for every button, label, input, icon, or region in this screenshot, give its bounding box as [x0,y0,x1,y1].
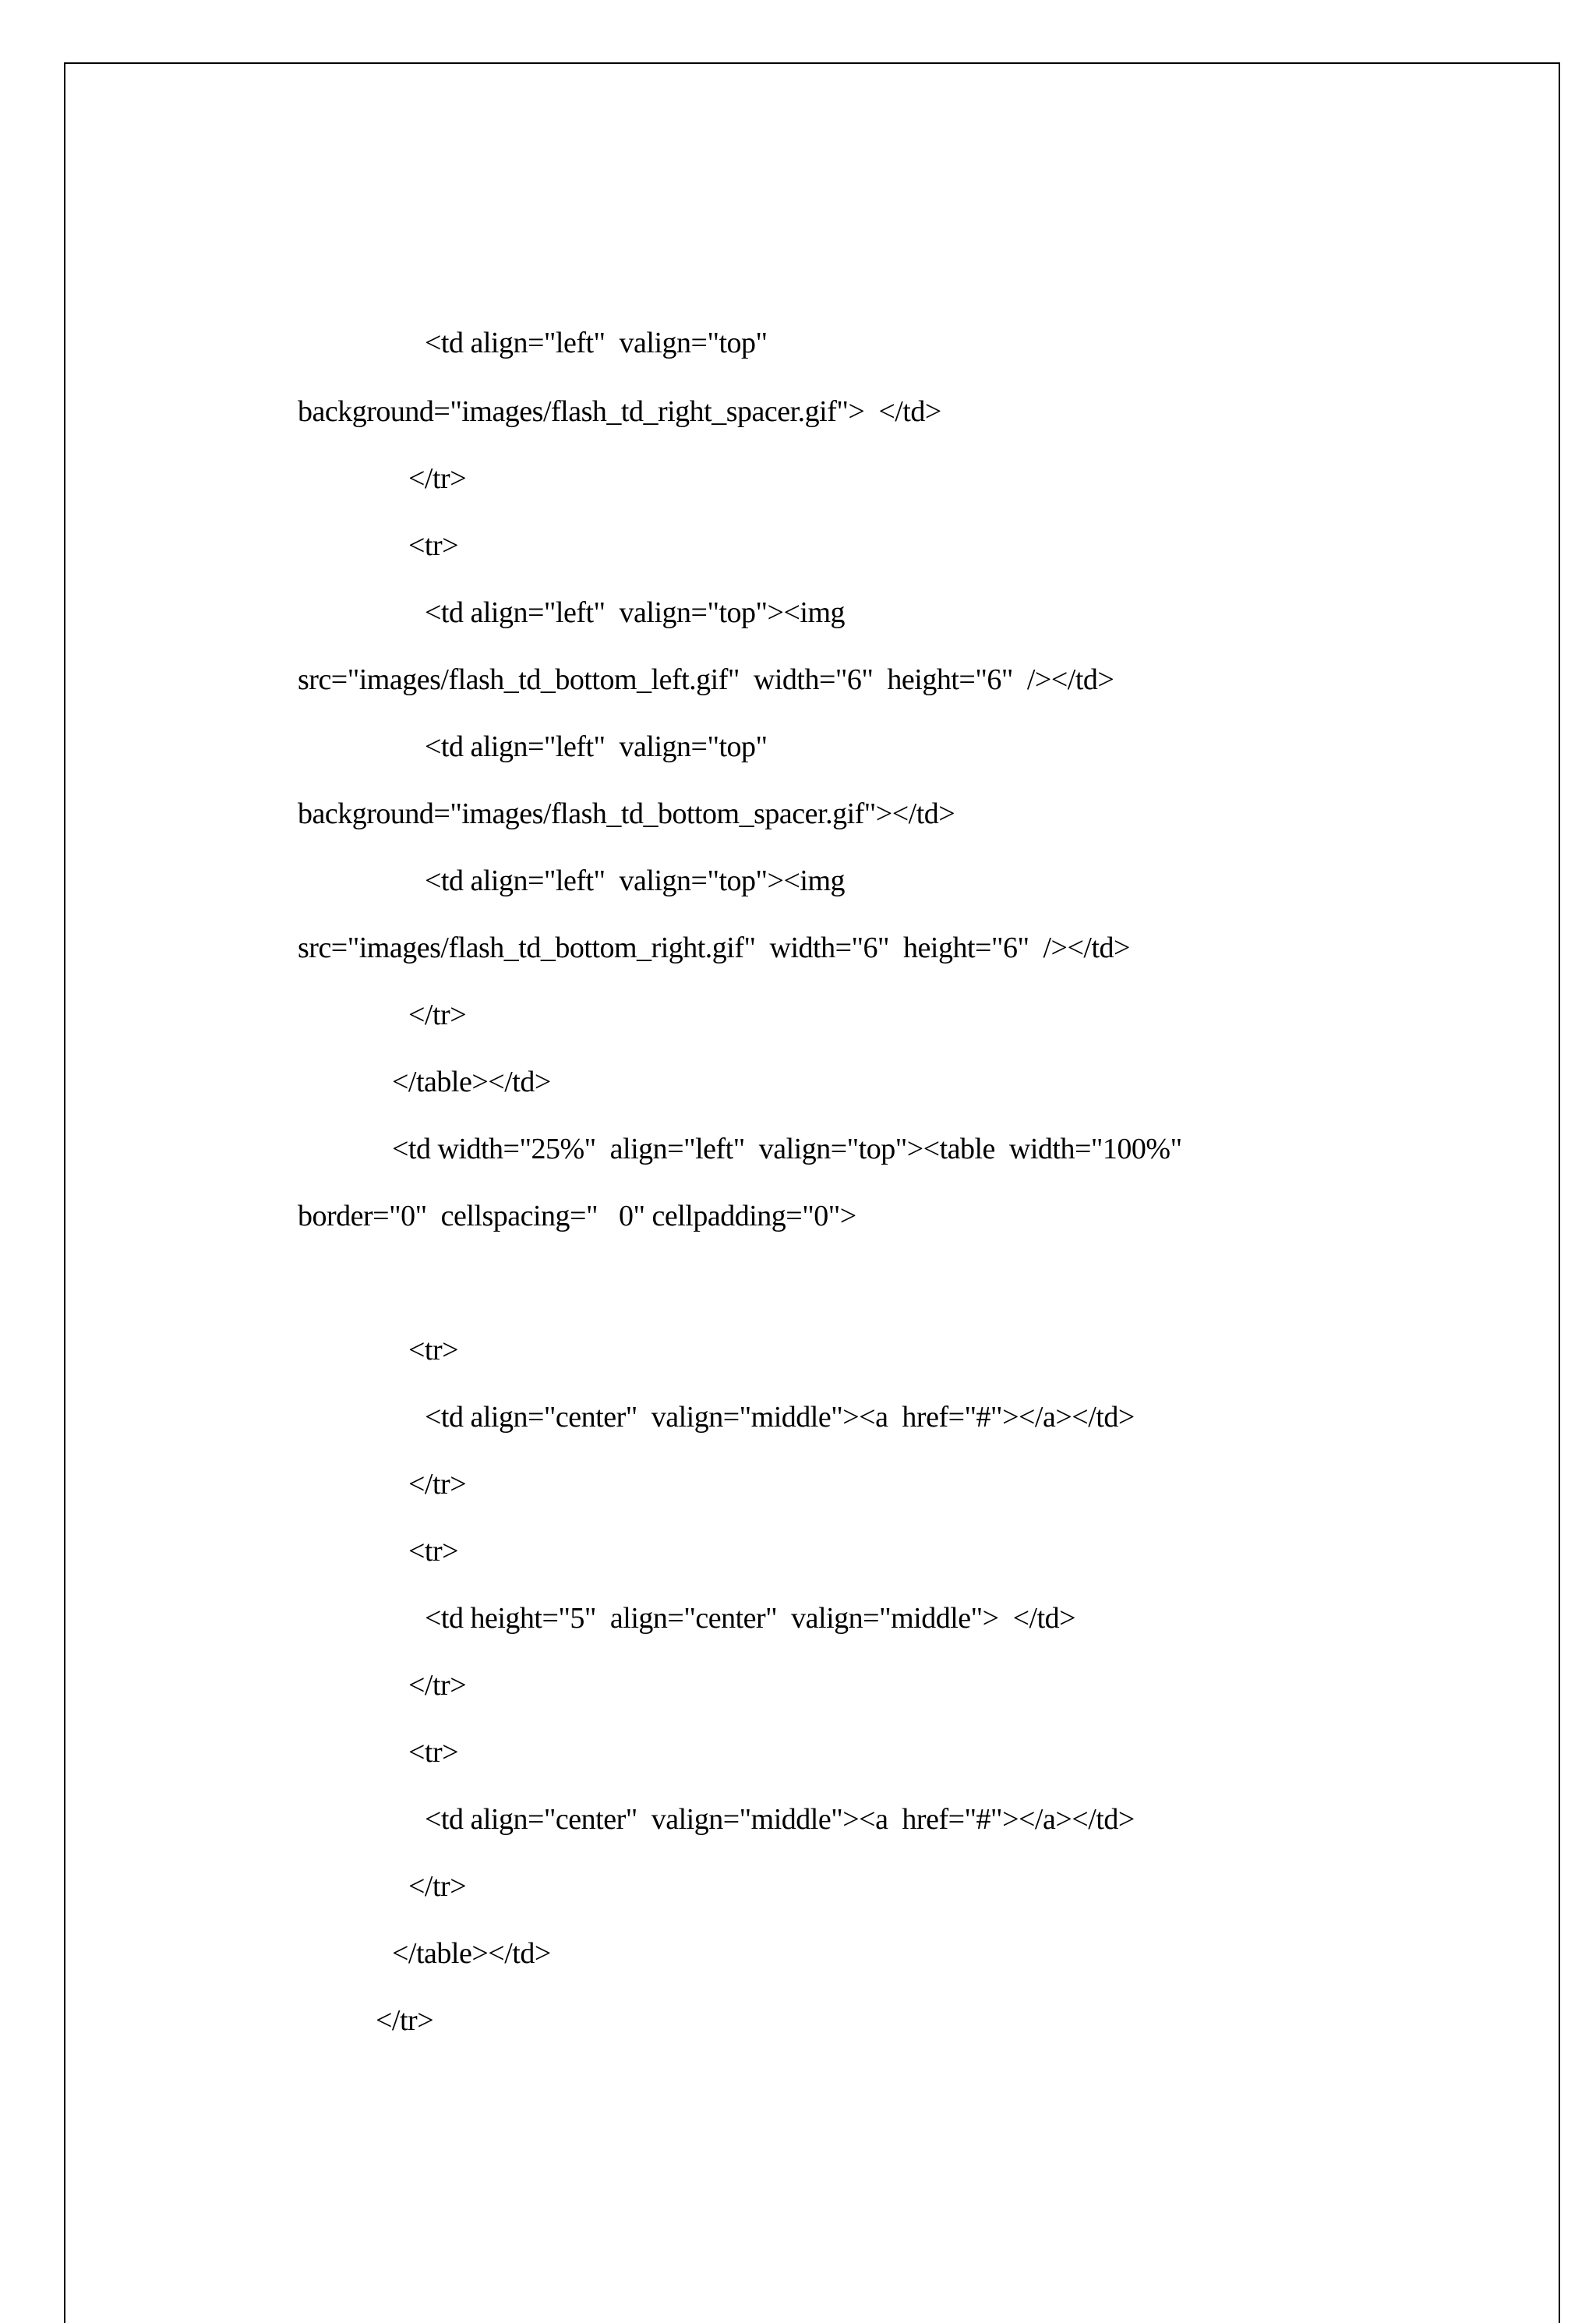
code-line: <tr> [408,1736,459,1769]
code-line: <td align="left" valign="top" [425,327,768,359]
code-line: src="images/flash_td_bottom_left.gif" width="6" height="6" /></td> [298,663,1114,696]
code-line: <tr> [408,529,459,562]
code-line: </tr> [408,1468,467,1501]
code-line: </tr> [408,1870,467,1903]
code-line: background="images/flash_td_bottom_spacer.gif"></td> [298,797,955,830]
code-line: border="0" cellspacing=" 0" cellpadding="0"> [298,1200,856,1232]
code-line: </table></td> [392,1066,551,1098]
code-line: </tr> [408,462,467,495]
code-line: <td align="center" valign="middle"><a href="#"></a></td> [425,1401,1135,1434]
code-line: <td align="center" valign="middle"><a href="#"></a></td> [425,1803,1135,1836]
code-line: background="images/flash_td_right_spacer.gif"> </td> [298,395,941,428]
code-line: <td align="left" valign="top" [425,730,768,763]
code-line: <td height="5" align="center" valign="middle"> </td> [425,1602,1076,1635]
code-line: src="images/flash_td_bottom_right.gif" width="6" height="6" /></td> [298,932,1130,964]
code-line: <tr> [408,1334,459,1367]
code-line: <td align="left" valign="top"><img [425,596,846,629]
code-line: </tr> [376,2004,434,2037]
code-line: <tr> [408,1535,459,1568]
code-line: <td align="left" valign="top"><img [425,864,846,897]
code-line: </table></td> [392,1937,551,1970]
code-line: </tr> [408,999,467,1031]
code-line: <td width="25%" align="left" valign="top"><table width="100%" [392,1133,1182,1165]
code-line: </tr> [408,1669,467,1702]
